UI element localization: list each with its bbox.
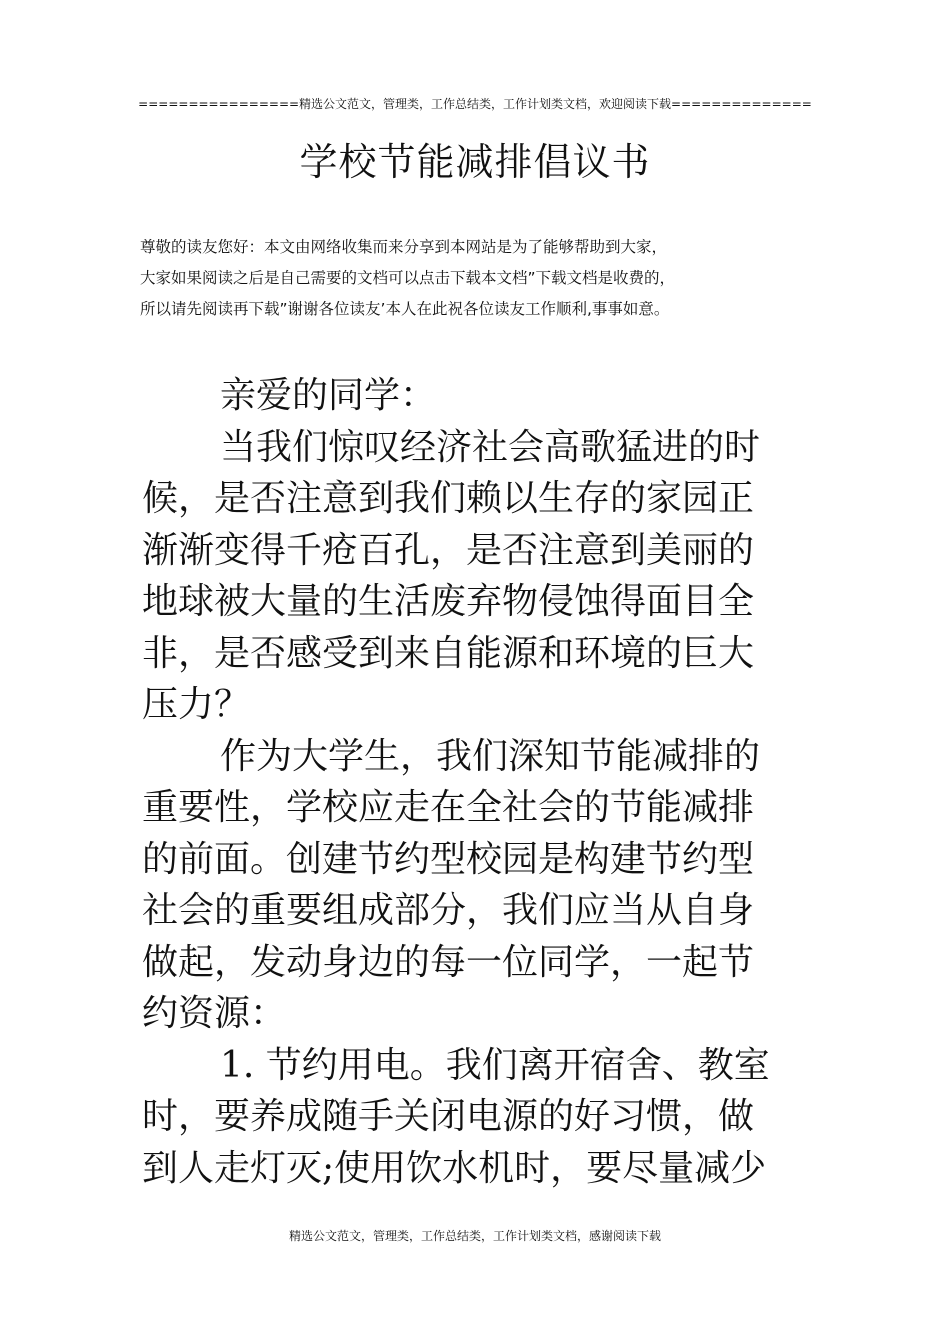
body-line: 当我们惊叹经济社会高歌猛进的时 xyxy=(220,426,761,468)
body-line: 做起，发动身边的每一位同学，一起节 xyxy=(142,941,755,983)
body-line: 社会的重要组成部分，我们应当从自身 xyxy=(142,890,755,931)
body-line: 约资源： xyxy=(142,993,287,1034)
letter-body xyxy=(142,370,812,1194)
body-line: 候，是否注意到我们赖以生存的家园正 xyxy=(142,478,755,519)
body-line: 非，是否感受到来自能源和环境的巨大 xyxy=(142,632,755,674)
body-line: 压力？ xyxy=(142,684,251,725)
notice-line: 大家如果阅读之后是自己需要的文档可以点击下载本文档”下载文档是收费的， xyxy=(140,269,676,287)
body-line: 重要性，学校应走在全社会的节能减排 xyxy=(142,787,755,828)
page-title: 学校节能减排倡议书 xyxy=(299,140,651,184)
body-line: 时，要养成随手关闭电源的好习惯，做 xyxy=(142,1096,755,1137)
list-item: 1. 节约用电。我们离开宿舍、教室 xyxy=(220,1044,770,1086)
notice-line: 尊敬的读友您好：本文由网络收集而来分享到本网站是为了能够帮助到大家， xyxy=(140,238,668,256)
body-line: 作为大学生，我们深知节能减排的 xyxy=(220,735,761,777)
reader-notice xyxy=(140,232,840,325)
notice-line: 所以请先阅读再下载”谢谢各位读友’本人在此祝各位读友工作顺利,事事如意。 xyxy=(140,300,670,318)
salutation: 亲爱的同学： xyxy=(220,375,437,416)
footer-banner: 精选公文范文，管理类，工作总结类，工作计划类文档，感谢阅读下载 xyxy=(288,1229,661,1243)
body-line: 地球被大量的生活废弃物侵蚀得面目全 xyxy=(142,581,755,622)
header-banner: ================精选公文范文，管理类，工作总结类，工作计划类文档，欢迎阅读下载============== xyxy=(138,97,812,111)
body-line: 渐渐变得千疮百孔，是否注意到美丽的 xyxy=(142,529,755,571)
body-line: 的前面。创建节约型校园是构建节约型 xyxy=(142,838,755,880)
body-line: 到人走灯灭;使用饮水机时，要尽量减少 xyxy=(142,1147,767,1189)
